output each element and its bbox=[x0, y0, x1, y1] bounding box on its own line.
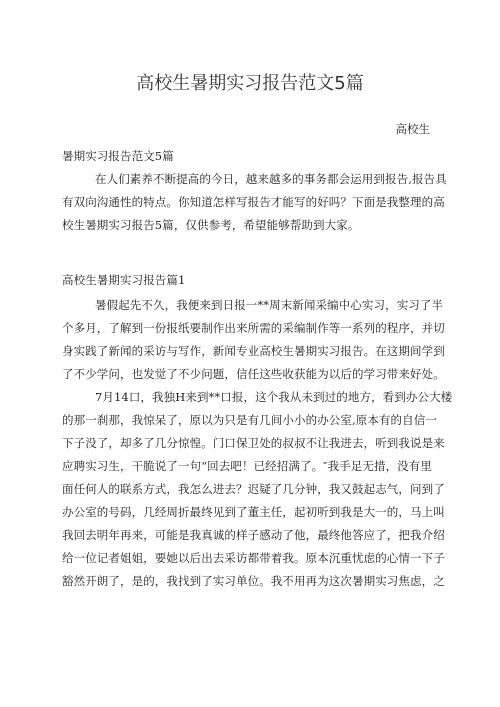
paragraph-line: 办公室的号码，几经周折最终见到了董主任，起初听到我是大一的，马上叫 bbox=[62, 505, 445, 519]
paragraph-line: 豁然开朗了，是的，我找到了实习单位。我不用再为这次暑期实习焦虑，之 bbox=[62, 574, 445, 588]
paragraph-line: 有双向沟通性的特点。你知道怎样写报告才能写的好吗？下面是我整理的高 bbox=[62, 195, 445, 209]
paragraph-line: 我回去明年再来，可能是我真诚的样子感动了他，最终他答应了，把我介绍 bbox=[62, 528, 445, 542]
paragraph-line: 了不少学问，也发觉了不少问题，信任这些收获能为以后的学习带来好处。 bbox=[62, 367, 445, 381]
paragraph-line: 在人们素养不断提高的今日，越来越多的事务都会运用到报告,报告具 bbox=[95, 172, 447, 186]
paragraph-line: 7月14口，我独H来到**口报，这个我从未到过的地方，看到办公大楼 bbox=[95, 390, 453, 404]
paragraph-line: 给一位记者姐姐，要她以后出去采访都带着我。原本沉重忧虑的心情一下子 bbox=[62, 551, 445, 565]
author-label: 高校生 bbox=[395, 122, 430, 136]
paragraph-line: 校生暑期实习报告5篇，仅供参考，希望能够帮助到大家。 bbox=[62, 218, 360, 232]
paragraph-line: 下子没了，却多了几分惊惶。门口保卫处的叔叔不让我进去，听到我说是来 bbox=[62, 436, 445, 450]
section-heading: 高校生暑期实习报告篇1 bbox=[62, 273, 186, 287]
paragraph-line: 面任何人的联系方式，我怎么进去？迟疑了几分钟，我又鼓起志气，问到了 bbox=[62, 482, 445, 496]
paragraph-line: 的那一刹那，我惊呆了，原以为只是有几间小小的办公室,原本有的自信一 bbox=[62, 413, 437, 427]
subtitle-line: 暑期实习报告范文5篇 bbox=[62, 149, 174, 163]
document-title: 高校生暑期实习报告范文5篇 bbox=[136, 73, 364, 94]
paragraph-line: 暑假起先不久，我便来到日报一**周末新闻采编中心实习，实习了半 bbox=[95, 298, 444, 312]
paragraph-line: 应聘实习生，干脆说了一句“回去吧！已经招满了。″我手足无措，没有里 bbox=[62, 459, 432, 473]
paragraph-line: 个多月，了解到一份报纸要制作出来所需的采编制作等一系列的程序，并切 bbox=[62, 321, 445, 335]
paragraph-line: 身实践了新闻的采访与写作，新闻专业高校生暑期实习报告。在这期间学到 bbox=[62, 344, 445, 358]
